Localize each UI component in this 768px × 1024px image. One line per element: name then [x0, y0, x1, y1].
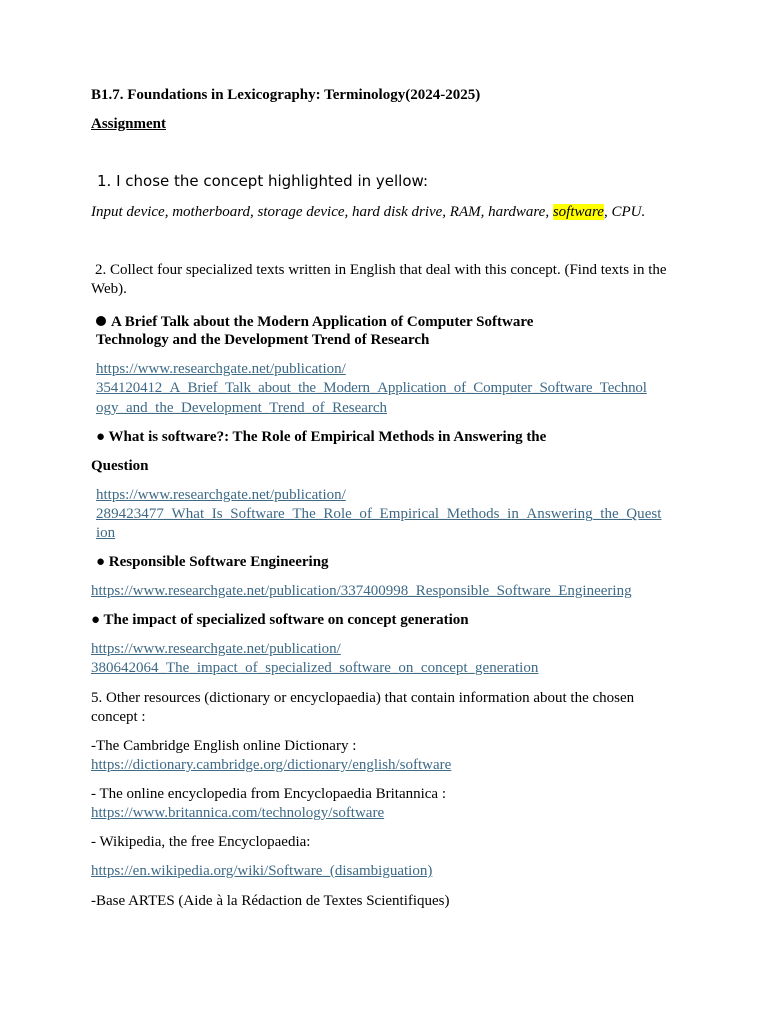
text3-link[interactable]: https://www.researchgate.net/publication/337400998_Responsible_Software_Engineering: [91, 583, 632, 599]
resource-artes-label: -Base ARTES (Aide à la Rédaction de Textes Scientifiques): [91, 893, 450, 909]
resource-britannica-label: - The online encyclopedia from Encyclopaedia Britannica :: [91, 786, 446, 802]
text1-title-line2: Technology and the Development Trend of Research: [96, 332, 430, 348]
text2-title-line2: Question: [91, 458, 149, 474]
text4-link-line1[interactable]: https://www.researchgate.net/publication/: [91, 641, 341, 657]
text4-link-line2[interactable]: 380642064_The_impact_of_specialized_software_on_concept_generation: [91, 660, 539, 676]
highlighted-concept: software: [552, 204, 604, 220]
resource-cambridge-link[interactable]: https://dictionary.cambridge.org/dictionary/english/software: [91, 757, 452, 773]
concepts-before: Input device, motherboard, storage device, hard disk drive, RAM, hardware,: [91, 204, 553, 220]
text1-link-line1[interactable]: https://www.researchgate.net/publication/: [96, 361, 346, 377]
resource-wikipedia-link[interactable]: https://en.wikipedia.org/wiki/Software_(disambiguation): [91, 863, 433, 879]
q5-heading: 5. Other resources (dictionary or encyclopaedia) that contain information about the chosen concept :: [91, 690, 635, 725]
resource-cambridge-label: -The Cambridge English online Dictionary :: [91, 738, 357, 754]
resource-wikipedia-label: - Wikipedia, the free Encyclopaedia:: [91, 834, 311, 850]
text2-link-line3[interactable]: ion: [96, 525, 116, 541]
text4-title: ● The impact of specialized software on concept generation: [91, 612, 469, 628]
q1-heading: 1. I chose the concept highlighted in yellow:: [97, 172, 429, 190]
text1-link-line3[interactable]: ogy_and_the_Development_Trend_of_Research: [96, 400, 388, 416]
text1-title-line1: [96, 313, 533, 332]
course-title: B1.7. Foundations in Lexicography: Terminology(2024-2025): [91, 87, 481, 103]
assignment-label: Assignment: [91, 116, 167, 132]
concept-list: [91, 203, 645, 222]
bullet-icon: [96, 316, 106, 326]
resource-britannica-link[interactable]: https://www.britannica.com/technology/software: [91, 805, 385, 821]
text2-link-line1[interactable]: https://www.researchgate.net/publication/: [96, 487, 346, 503]
concepts-after: , CPU.: [603, 204, 646, 220]
text3-title: ● Responsible Software Engineering: [96, 554, 329, 570]
text1-title: A Brief Talk about the Modern Application of Computer Software: [111, 314, 534, 330]
text2-title-line1: ● What is software?: The Role of Empirical Methods in Answering the: [96, 429, 547, 445]
q2-heading: 2. Collect four specialized texts written in English that deal with this concept. (Find texts in the Web).: [91, 262, 667, 297]
text2-link-line2[interactable]: 289423477_What_Is_Software_The_Role_of_Empirical_Methods_in_Answering_the_Quest: [96, 506, 662, 522]
text1-link-line2[interactable]: 354120412_A_Brief_Talk_about_the_Modern_Application_of_Computer_Software_Technol: [96, 380, 647, 396]
